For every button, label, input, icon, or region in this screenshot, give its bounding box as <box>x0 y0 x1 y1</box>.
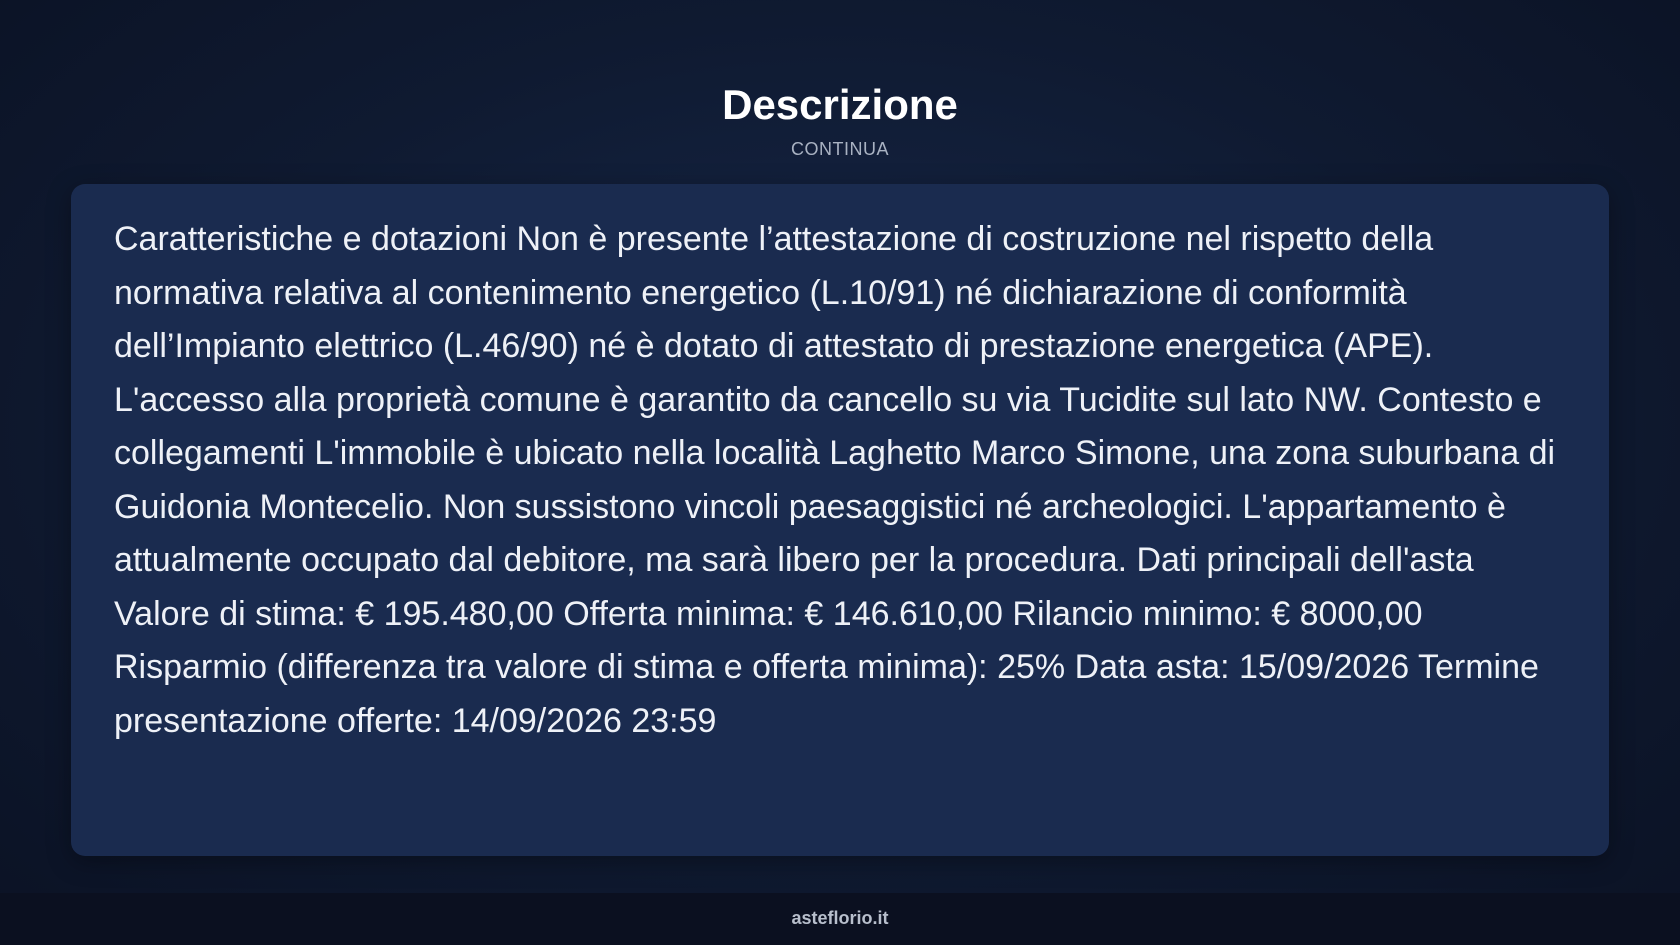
continue-link[interactable]: CONTINUA <box>791 139 889 159</box>
description-card <box>71 184 1609 856</box>
page-header <box>0 78 1680 160</box>
description-text: Caratteristiche e dotazioni Non è presente l’attestazione di costruzione nel rispetto della normativa relativa al contenimento energetico (L.10/91) né dichiarazione di conformità dell’Impianto elettrico (L.46/90) né è dotato di attestato di prestazione energetica (APE). L'accesso alla proprietà comune è garantito da cancello su via Tucidite sul lato NW. Contesto e collegamenti L'immobile è ubicato nella località Laghetto Marco Simone, una zona suburbana di Guidonia Montecelio. Non sussistono vincoli paesaggistici né archeologici. L'appartamento è attualmente occupato dal debitore, ma sarà libero per la procedura. Dati principali dell'asta Valore di stima: € 195.480,00 Offerta minima: € 146.610,00 Rilancio minimo: € 8000,00 Risparmio (differenza tra valore di stima e offerta minima): 25% Data asta: 15/09/2026 Termine presentazione offerte: 14/09/2026 23:59 <box>114 220 1556 740</box>
footer-site-label: asteflorio.it <box>791 908 889 928</box>
page-title: Descrizione <box>722 81 958 128</box>
footer-bar <box>0 893 1680 945</box>
